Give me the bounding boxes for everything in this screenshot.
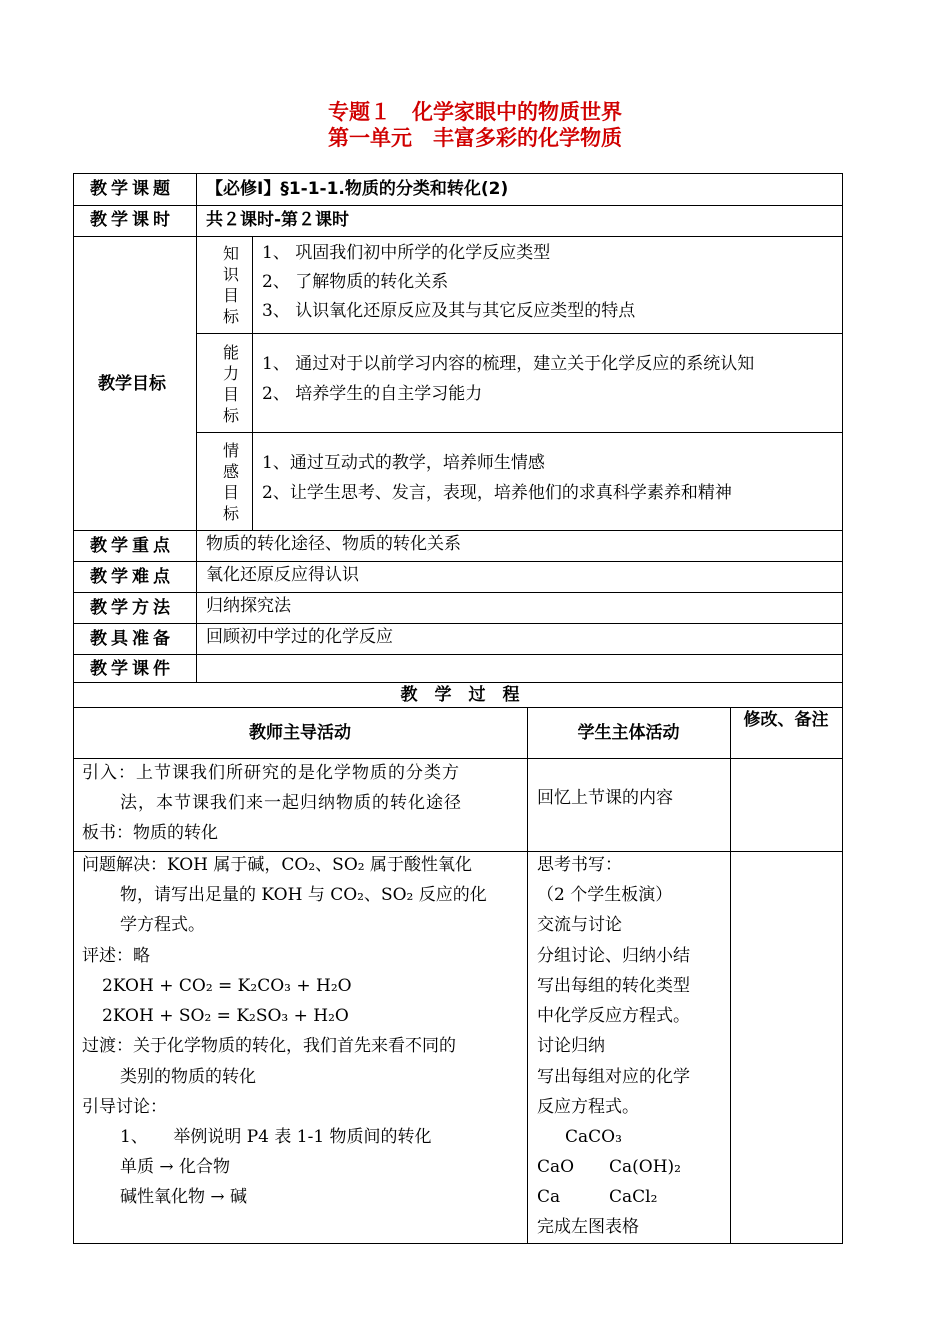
teacher-activity-line: 板书：物质的转化 — [82, 823, 218, 843]
student-activity-line: 讨论归纳 — [537, 1036, 605, 1056]
species-label: CaCO₃ — [565, 1127, 622, 1147]
equation-1: 2KOH + CO₂ = K₂CO₃ + H₂O — [102, 976, 352, 996]
student-activity-line: 写出每组的转化类型 — [537, 976, 690, 996]
row-divider — [73, 236, 843, 237]
method-value: 归纳探究法 — [206, 596, 291, 616]
conversion-line: 单质 → 化合物 — [120, 1157, 231, 1177]
conversion-line: 碱性氧化物 → 碱 — [120, 1187, 248, 1207]
teacher-question-line: 物，请写出足量的 KOH 与 CO₂、SO₂ 反应的化 — [120, 885, 487, 905]
row-divider — [73, 561, 843, 562]
teacher-comment: 评述：略 — [82, 946, 150, 966]
emotion-goal-item: 1、通过互动式的教学，培养师生情感 — [262, 453, 545, 473]
table-border-bottom — [73, 1243, 843, 1244]
knowledge-goal-item: 2、 了解物质的转化关系 — [262, 272, 449, 292]
teacher-activity-line: 法，本节课我们来一起归纳物质的转化途径 — [120, 793, 462, 813]
species-label: Ca — [537, 1187, 561, 1207]
difficulty-label: 教学难点 — [90, 567, 174, 587]
knowledge-goal-label: 知识目标 — [222, 244, 239, 326]
hours-label: 教学课时 — [90, 210, 174, 230]
teacher-question-line: 问题解决：KOH 属于碱，CO₂、SO₂ 属于酸性氧化 — [82, 855, 472, 875]
species-label: CaCl₂ — [609, 1187, 658, 1207]
emotion-goal-label: 情感目标 — [222, 441, 239, 523]
difficulty-value: 氧化还原反应得认识 — [206, 565, 359, 585]
student-activity-line: 写出每组对应的化学 — [537, 1067, 690, 1087]
column-divider — [730, 707, 731, 1244]
page-title-topic: 专题１ 化学家眼中的物质世界 — [328, 100, 622, 124]
species-label: Ca(OH)₂ — [609, 1157, 681, 1177]
page-title-unit: 第一单元 丰富多彩的化学物质 — [328, 126, 622, 150]
column-divider — [527, 707, 528, 1244]
prep-value: 回顾初中学过的化学反应 — [206, 627, 393, 647]
teacher-activity-line: 引入：上节课我们所研究的是化学物质的分类方 — [82, 763, 460, 783]
student-activity: 回忆上节课的内容 — [537, 788, 673, 808]
row-divider — [73, 623, 843, 624]
ability-goal-label: 能力目标 — [222, 343, 239, 425]
column-divider — [196, 173, 197, 682]
student-activity-line: （2 个学生板演） — [537, 885, 673, 905]
column-divider — [252, 236, 253, 530]
topic-value: 【必修Ⅰ】§1-1-1.物质的分类和转化(2) — [206, 179, 509, 199]
col-header-notes: 修改、备注 — [743, 710, 829, 730]
col-header-teacher: 教师主导活动 — [249, 723, 351, 743]
equation-2: 2KOH + SO₂ = K₂SO₃ + H₂O — [102, 1006, 349, 1026]
row-divider — [73, 592, 843, 593]
hours-value: 共２课时-第２课时 — [206, 210, 350, 230]
prep-label: 教具准备 — [90, 629, 174, 649]
method-label: 教学方法 — [90, 598, 174, 618]
teacher-question-line: 学方程式。 — [120, 915, 205, 935]
student-activity-line: 中化学反应方程式。 — [537, 1006, 690, 1026]
student-activity-line: 思考书写： — [537, 855, 622, 875]
row-divider — [196, 432, 843, 433]
row-divider — [73, 654, 843, 655]
student-activity-line: 反应方程式。 — [537, 1097, 639, 1117]
topic-label: 教学课题 — [90, 179, 174, 199]
focus-value: 物质的转化途径、物质的转化关系 — [206, 534, 461, 554]
student-activity-line: 交流与讨论 — [537, 915, 622, 935]
species-label: CaO — [537, 1157, 575, 1177]
goals-label: 教学目标 — [98, 374, 166, 394]
emotion-goal-item: 2、让学生思考、发言，表现，培养他们的求真科学素养和精神 — [262, 483, 732, 503]
courseware-label: 教学课件 — [90, 659, 174, 679]
focus-label: 教学重点 — [90, 536, 174, 556]
row-divider — [196, 333, 843, 334]
knowledge-goal-item: 3、 认识氧化还原反应及其与其它反应类型的特点 — [262, 301, 636, 321]
process-title: 教 学 过 程 — [400, 685, 520, 705]
transition-line: 过渡：关于化学物质的转化，我们首先来看不同的 — [82, 1036, 456, 1056]
col-header-student: 学生主体活动 — [577, 723, 680, 743]
student-activity-line: 分组讨论、归纳小结 — [537, 946, 690, 966]
transition-line: 类别的物质的转化 — [120, 1067, 256, 1087]
student-activity-line: 完成左图表格 — [537, 1217, 639, 1237]
ability-goal-item: 2、 培养学生的自主学习能力 — [262, 384, 483, 404]
guide-label: 引导讨论： — [82, 1097, 167, 1117]
row-divider — [73, 205, 843, 206]
knowledge-goal-item: 1、 巩固我们初中所学的化学反应类型 — [262, 243, 551, 263]
ability-goal-item: 1、 通过对于以前学习内容的梳理，建立关于化学反应的系统认知 — [262, 354, 755, 374]
guide-item: 1、 举例说明 P4 表 1-1 物质间的转化 — [120, 1127, 432, 1147]
